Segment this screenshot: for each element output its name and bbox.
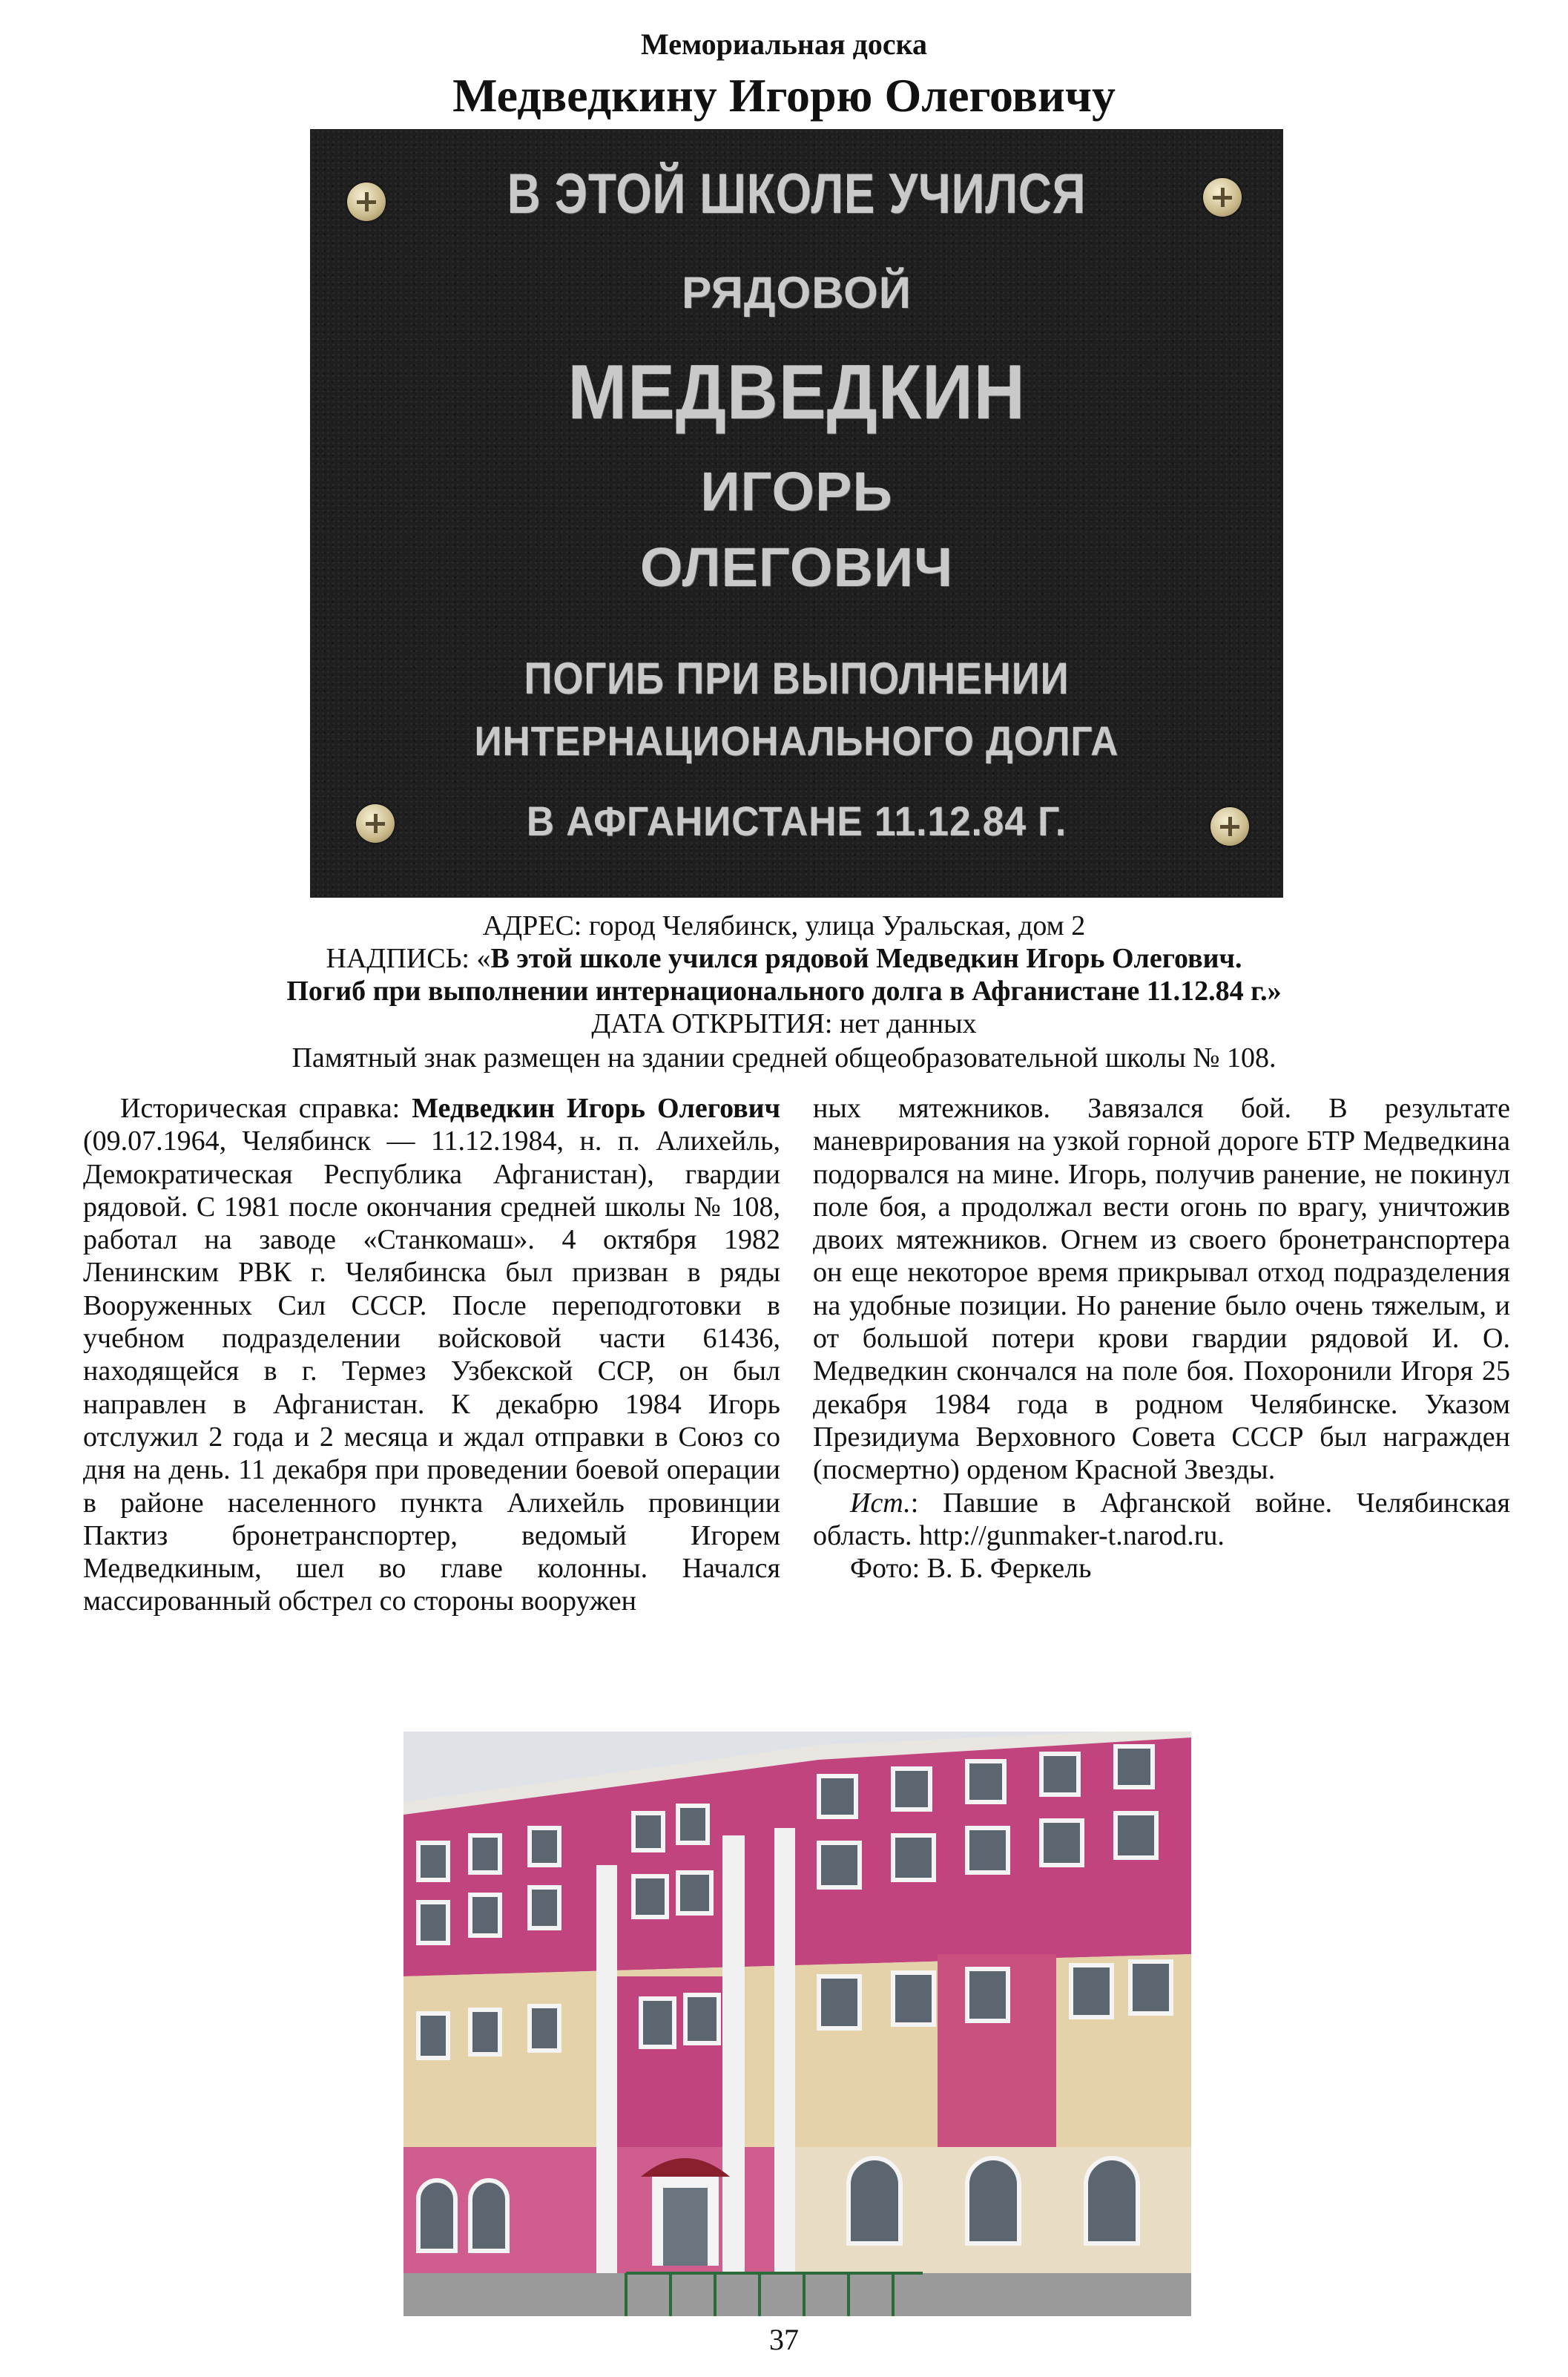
address-line: АДРЕС: город Челябинск, улица Уральская, дом 2 (482, 910, 1086, 941)
document-title: Медведкину Игорю Олеговичу (452, 69, 1116, 122)
screw-icon (347, 183, 386, 221)
article-column-right (813, 1092, 1510, 1585)
plaque-line: МЕДВЕДКИН (567, 349, 1026, 435)
article-paragraph (83, 1092, 780, 1618)
plaque-line: ОЛЕГОВИЧ (639, 536, 954, 598)
opening-date-line: ДАТА ОТКРЫТИЯ: нет данных (591, 1008, 977, 1039)
plaque-line: РЯДОВОЙ (682, 268, 912, 318)
article-column-left (83, 1092, 780, 1618)
page-number: 37 (769, 2323, 799, 2356)
memorial-plaque-photo (310, 129, 1283, 898)
location-note: Памятный знак размещен на здании средней общеобразовательной школы № 108. (291, 1042, 1277, 1074)
plaque-line: ИНТЕРНАЦИОНАЛЬНОГО ДОЛГА (474, 717, 1119, 764)
source-note (813, 1487, 1510, 1553)
school-facade-illustration (403, 1732, 1191, 2316)
inscription-text: В этой школе учился рядовой Медведкин Игорь Олегович. (490, 943, 1242, 974)
inscription-line-2 (0, 975, 1568, 1007)
source-label: Ист. (850, 1487, 911, 1519)
article-paragraph (813, 1092, 1510, 1487)
article-text: ных мятежников. Завязался бой. В результате маневрирования на узкой горной дороге БТР Медведкина подорвался на мине. Игорь, получив ранение, не покинул поле боя, а продолжал вести огонь по врагу, уничтожив двоих мятежников. Огнем из своего бронетранспортера он еще некоторое время прикрывал отход подразделения на удобные позиции. Но ранение было очень тяжелым, и от большой потери крови гвардии рядовой И. О. Медведкин скончался на поле боя. Похоронили Игоря 25 декабря 1984 года в родном Челябинске. Указом Президиума Верховного Совета СССР был награжден (посмертно) орденом Красной Звезды. (813, 1093, 1510, 1486)
lead-name: Медведкин Игорь Олегович (412, 1093, 781, 1124)
document-kicker: Мемориальная доска (640, 27, 928, 61)
plaque-line: ИГОРЬ (700, 461, 893, 522)
inscription-line-1 (0, 942, 1568, 975)
plaque-line: В ЭТОЙ ШКОЛЕ УЧИЛСЯ (507, 162, 1087, 226)
plaque-line: ПОГИБ ПРИ ВЫПОЛНЕНИИ (524, 654, 1070, 703)
inscription-label: НАДПИСЬ: « (326, 943, 491, 974)
article-text: (09.07.1964, Челябинск — 11.12.1984, н. п. Алихейль, Демократическая Республика Афганистан), гвардии рядовой. С 1981 после окончания средней школы № 108, работал на заводе «Станкомаш». 4 октября 1982 Ленинским РВК г. Челябинска был призван в ряды Вооруженных Сил СССР. После переподготовки в учебном подразделении войсковой части 61436, находящейся в г. Термез Узбекской ССР, он был направлен в Афганистан. К декабрю 1984 Игорь отслужил 2 года и 2 месяца и ждал отправки в Союз со дня на день. 11 декабря при проведении боевой операции в районе населенного пункта Алихейль провинции Пактиз бронетранспортер, ведомый Игорем Медведкиным, шел во главе колонны. Начался массированный обстрел со стороны вооружен (83, 1125, 780, 1617)
plaque-line: В АФГАНИСТАНЕ 11.12.84 Г. (526, 798, 1067, 844)
screw-icon (1203, 178, 1242, 217)
photo-credit: Фото: В. Б. Феркель (850, 1553, 1092, 1585)
source-text: : Павшие в Афганской войне. Челябинская область. http://gunmaker-t.narod.ru. (813, 1487, 1510, 1551)
school-building-photo (403, 1732, 1191, 2316)
inscription-text: Погиб при выполнении интернационального долга в Афганистане 11.12.84 г.» (286, 976, 1282, 1007)
lead-label: Историческая справка: (120, 1093, 412, 1124)
